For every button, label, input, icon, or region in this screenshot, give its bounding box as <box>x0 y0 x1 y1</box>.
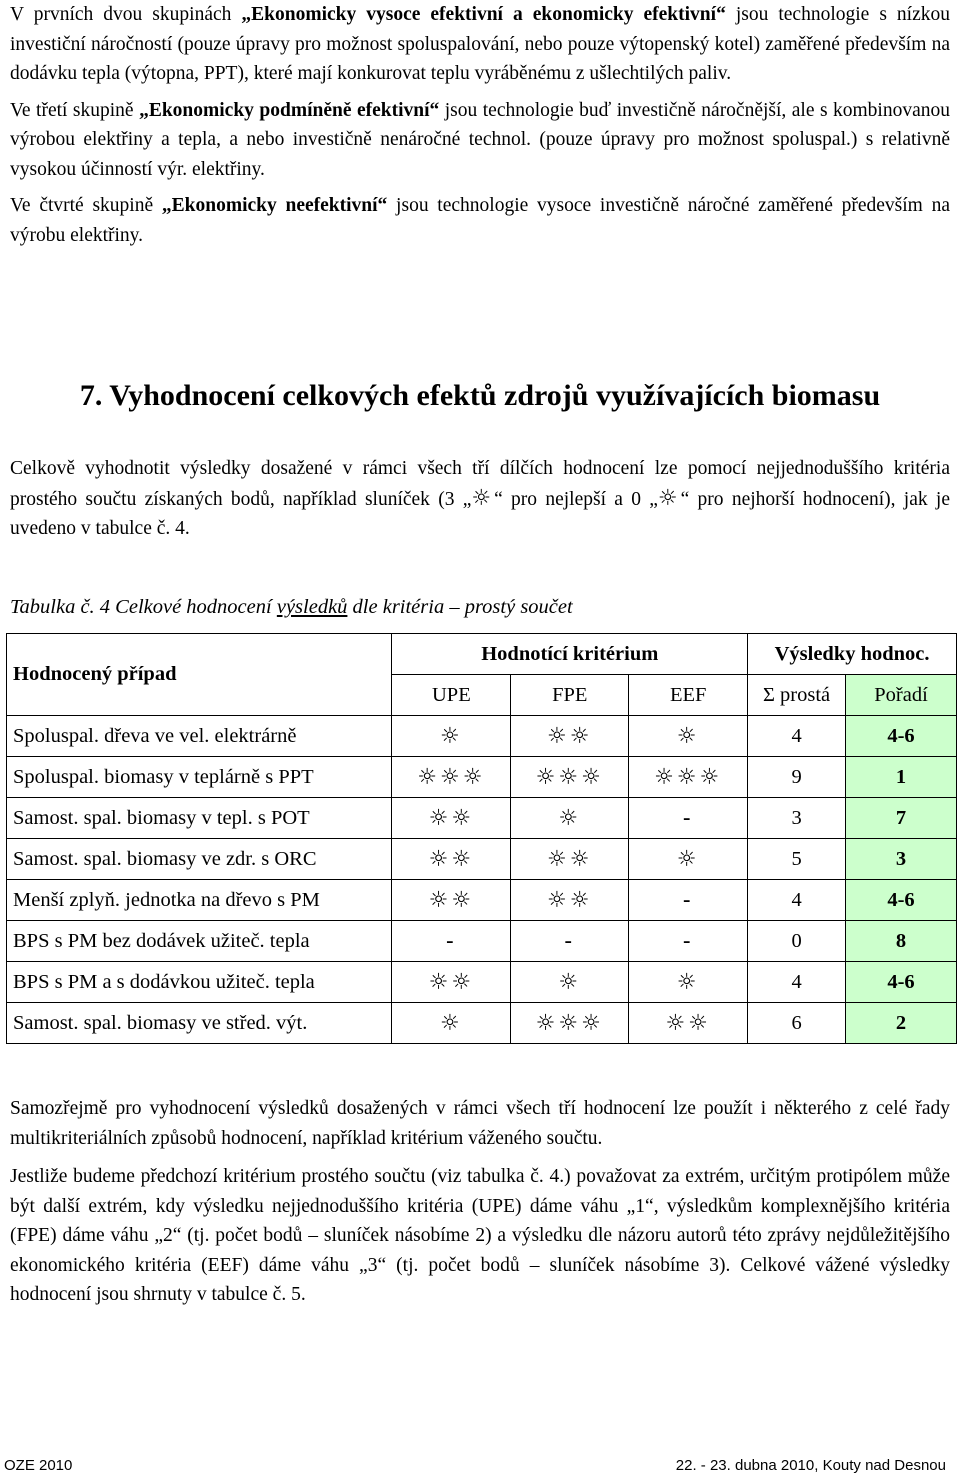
sun-icon: - <box>392 921 511 962</box>
row-case: Samost. spal. biomasy ve zdr. s ORC <box>7 839 392 880</box>
row-sum: 0 <box>748 921 846 962</box>
sun-icon: ☼☼ <box>392 839 511 880</box>
page-footer <box>4 1457 946 1479</box>
text-run: Ve čtvrté skupině <box>10 195 162 216</box>
table-row <box>7 1003 957 1044</box>
row-case: Samost. spal. biomasy ve střed. výt. <box>7 1003 392 1044</box>
text-run: V prvních dvou skupinách <box>10 4 242 25</box>
bold-term: „Ekonomicky vysoce efektivní a ekonomicky efektivní“ <box>241 4 726 25</box>
row-rank: 3 <box>846 839 957 880</box>
bold-term: „Ekonomicky neefektivní“ <box>161 195 388 216</box>
row-sum: 3 <box>748 798 846 839</box>
sun-icon: ☼☼ <box>511 839 629 880</box>
caption-label: Tabulka č. 4 <box>10 596 111 618</box>
sun-icon: ☼☼ <box>392 798 511 839</box>
caption-text: dle kritéria – prostý součet <box>347 596 573 618</box>
intro-section <box>10 0 950 250</box>
sun-icon: - <box>511 921 629 962</box>
sun-icon: ☼ <box>471 485 495 511</box>
header-criterion: Hodnotící kritérium <box>392 634 748 675</box>
row-sum: 6 <box>748 1003 846 1044</box>
text-run: jsou technologie vysoce investičně náročné zaměřené především na výrobu elektřiny. <box>10 195 950 246</box>
row-rank: 1 <box>846 757 957 798</box>
sun-icon: ☼☼ <box>511 880 629 921</box>
sun-icon: - <box>629 798 748 839</box>
intro-paragraph-1 <box>10 0 950 89</box>
intro-paragraph-2 <box>10 96 950 185</box>
row-rank: 8 <box>846 921 957 962</box>
row-case: BPS s PM bez dodávek užiteč. tepla <box>7 921 392 962</box>
row-sum: 4 <box>748 716 846 757</box>
footer-conference: OZE 2010 <box>4 1457 73 1474</box>
header-upe: UPE <box>392 675 511 716</box>
row-sum: 4 <box>748 880 846 921</box>
sun-icon: ☼ <box>511 962 629 1003</box>
sun-icon: ☼☼☼ <box>511 1003 629 1044</box>
row-case: Spoluspal. dřeva ve vel. elektrárně <box>7 716 392 757</box>
header-eef: EEF <box>629 675 748 716</box>
table-row <box>7 921 957 962</box>
row-rank: 7 <box>846 798 957 839</box>
intro-paragraph-3 <box>10 191 950 250</box>
sun-icon: ☼ <box>392 1003 511 1044</box>
sun-icon: ☼ <box>629 962 748 1003</box>
table-row <box>7 716 957 757</box>
header-sum: Σ prostá <box>748 675 846 716</box>
text-run: Ve třetí skupině <box>10 99 140 121</box>
sun-icon: ☼☼ <box>629 1003 748 1044</box>
table-caption <box>10 591 573 623</box>
text-run: jsou technologie buď investičně náročnější, ale s kombinovanou výrobou elektřiny a tepla, a nebo investičně nenáročné technol. (pouze úpravy pro možnost spoluspal.) s relativně vysokou účinností výr. elektřiny. <box>10 99 951 180</box>
text-run: “ pro nejhorší hodnocení), jak je uvedeno v tabulce č. 4. <box>10 488 950 539</box>
header-results: Výsledky hodnoc. <box>748 634 957 675</box>
table-row <box>7 798 957 839</box>
sun-icon: ☼☼☼ <box>392 757 511 798</box>
sun-icon: ☼☼ <box>392 880 511 921</box>
header-rank: Pořadí <box>846 675 957 716</box>
header-fpe: FPE <box>511 675 629 716</box>
header-case: Hodnocený případ <box>7 634 392 716</box>
sun-icon: - <box>629 921 748 962</box>
sun-icon: ☼☼☼ <box>629 757 748 798</box>
row-sum: 4 <box>748 962 846 1003</box>
sun-icon: ☼ <box>392 716 511 757</box>
sun-icon: ☼☼ <box>511 716 629 757</box>
sun-icon: ☼ <box>629 716 748 757</box>
table-row <box>7 962 957 1003</box>
text-run: Celkově vyhodnotit výsledky dosažené v rámci všech tří dílčích hodnocení lze pomocí nejjednoduššího kritéria prostého součtu získaných bodů, například sluníček (3 „ <box>10 458 950 510</box>
results-table <box>6 633 957 1044</box>
row-rank: 4-6 <box>846 716 957 757</box>
row-rank: 2 <box>846 1003 957 1044</box>
sun-icon: ☼ <box>511 798 629 839</box>
table-row <box>7 839 957 880</box>
bold-term: „Ekonomicky podmíněně efektivní“ <box>139 99 440 121</box>
section-heading: 7. Vyhodnocení celkových efektů zdrojů využívajících biomasu <box>79 379 881 412</box>
closing-section <box>10 1094 950 1310</box>
row-sum: 5 <box>748 839 846 880</box>
row-case: Spoluspal. biomasy v teplárně s PPT <box>7 757 392 798</box>
row-case: Menší zplyň. jednotka na dřevo s PM <box>7 880 392 921</box>
row-rank: 4-6 <box>846 962 957 1003</box>
sun-icon: - <box>629 880 748 921</box>
sun-icon: ☼☼ <box>392 962 511 1003</box>
sun-icon: ☼ <box>629 839 748 880</box>
row-case: BPS s PM a s dodávkou užiteč. tepla <box>7 962 392 1003</box>
sun-icon: ☼ <box>657 485 681 511</box>
table-row <box>7 757 957 798</box>
table-row <box>7 880 957 921</box>
closing-paragraph-1: Samozřejmě pro vyhodnocení výsledků dosažených v rámci všech tří hodnocení lze použít i některého z celé řady multikriteriálních způsobů hodnocení, například kritérium váženého součtu. <box>10 1098 950 1149</box>
caption-text: Celkové hodnocení <box>110 596 277 618</box>
caption-underlined: výsledků <box>276 596 348 618</box>
text-run: “ pro nejlepší a 0 „ <box>494 488 658 510</box>
footer-date-location: 22. - 23. dubna 2010, Kouty nad Desnou <box>675 1457 946 1474</box>
row-rank: 4-6 <box>846 880 957 921</box>
closing-paragraph-2: Jestliže budeme předchozí kritérium prostého součtu (viz tabulka č. 4.) považovat za extrém, určitým protipólem může být další extrém, kdy výsledku nejjednoduššího kritéria (UPE) dáme váhu „1“, výsledkům komplexnějšího kritéria (FPE) dáme váhu „2“ (tj. počet bodů – sluníček násobíme 2) a výsledku dle názoru autorů této zprávy nejdůležitějšího ekonomického kritéria (EEF) dáme váhu „3“ (tj. počet bodů – sluníček násobíme 3). Celkové vážené výsledky hodnocení jsou shrnuty v tabulce č. 5. <box>10 1166 950 1305</box>
table-header-row <box>7 634 957 675</box>
section-paragraph <box>10 454 950 544</box>
sun-icon: ☼☼☼ <box>511 757 629 798</box>
row-case: Samost. spal. biomasy v tepl. s POT <box>7 798 392 839</box>
row-sum: 9 <box>748 757 846 798</box>
text-run: jsou technologie s nízkou investiční náročností (pouze úpravy pro možnost spoluspalování, nebo pouze výtopenský kotel) zaměřené především na dodávku tepla (výtopna, PPT), které mají konkurovat teplu vyráběnému z ušlechtilých paliv. <box>10 4 950 84</box>
